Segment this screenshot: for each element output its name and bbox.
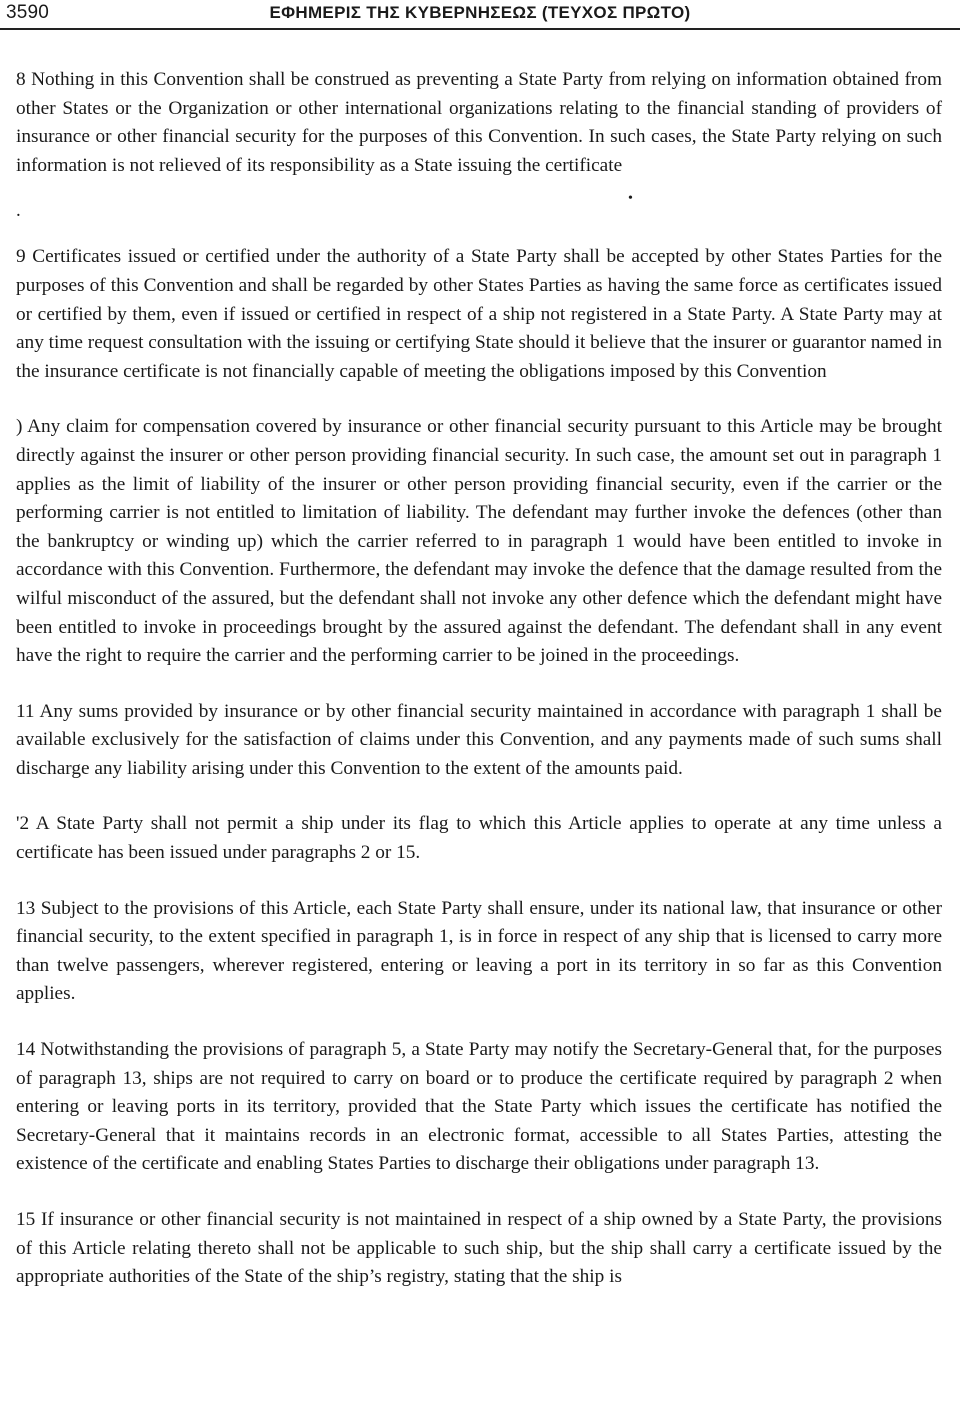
paragraph-9: 9 Certificates issued or certified under the authority of a State Party shall be accepted by other States Parties for the purposes of this Convention and shall be regarded by other States Parties as having the same force as certificates issued or certified by them, even if issued or certified in respect of a ship not registered in a State Party. A State Party may at any time request consultation with the issuing or certifying State should it believe that the insurer or guarantor named in the insurance certificate is not financially capable of meeting the obligations imposed by this Convention	[16, 246, 942, 382]
stray-marks	[16, 191, 942, 222]
page-header	[0, 0, 960, 30]
running-title: ΕΦΗΜΕΡΙΣ ΤΗΣ ΚΥΒΕΡΝΗΣΕΩΣ (ΤΕΥΧΟΣ ΠΡΩΤΟ)	[269, 3, 691, 22]
paragraph-15: 15 If insurance or other financial security is not maintained in respect of a ship owned by a State Party, the provisions of this Article relating thereto shall not be applicable to such ship, but the ship shall carry a certificate issued by the appropriate authorities of the State of the ship’s registry, stating that the ship is	[16, 1209, 942, 1288]
paragraph-14: 14 Notwithstanding the provisions of paragraph 5, a State Party may notify the Secretary-General that, for the purposes of paragraph 13, ships are not required to carry on board or to produce the certificate required by paragraph 2 when entering or leaving ports in its territory, provided that the State Party which issues the certificate has notified the Secretary-General that it maintains records in an electronic format, accessible to all States Parties, attesting the existence of the certificate and enabling States Parties to discharge their obligations under paragraph 13.	[16, 1039, 942, 1175]
paragraph-13: 13 Subject to the provisions of this Article, each State Party shall ensure, under its national law, that insurance or other financial security, to the extent specified in paragraph 1, is in force in respect of any ship that is licensed to carry more than twelve passengers, wherever registered, entering or leaving a port in its territory in so far as this Convention applies.	[16, 897, 942, 1005]
document-body	[16, 66, 942, 1319]
paragraph-10: ) Any claim for compensation covered by insurance or other financial security pursuant to this Article may be brought directly against the insurer or other person providing financial security. In such case, the amount set out in paragraph 1 applies as the limit of liability of the insurer or other person providing financial security, even if the carrier or the performing carrier is not entitled to limitation of liability. The defendant may further invoke the defences (other than the bankruptcy or winding up) which the carrier referred to in paragraph 1 would have been entitled to invoke in accordance with this Convention. Furthermore, the defendant may invoke the defence that the damage resulted from the wilful misconduct of the assured, but the defendant shall not invoke any other defence which the defendant might have been entitled to invoke in proceedings brought by the assured against the defendant. The defendant shall in any event have the right to require the carrier and the performing carrier to be joined in the proceedings.	[16, 416, 942, 667]
paragraph-12: '2 A State Party shall not permit a ship under its flag to which this Article applies to operate at any time unless a certificate has been issued under paragraphs 2 or 15.	[16, 813, 942, 864]
stray-mark: .	[16, 200, 21, 222]
paragraph-11: 11 Any sums provided by insurance or by other financial security maintained in accordance with paragraph 1 shall be available exclusively for the satisfaction of claims under this Convention, and any payments made of such sums shall discharge any liability arising under this Convention to the extent of the amounts paid.	[16, 700, 942, 779]
paragraph-8: 8 Nothing in this Convention shall be construed as preventing a State Party from relying on information obtained from other States or the Organization or other international organizations relating to the financial standing of providers of insurance or other financial security for the purposes of this Convention. In such cases, the State Party relying on such information is not relieved of its responsibility as a State issuing the certificate	[16, 69, 942, 176]
stray-mark: •	[628, 191, 633, 207]
page-number: 3590	[6, 2, 50, 23]
